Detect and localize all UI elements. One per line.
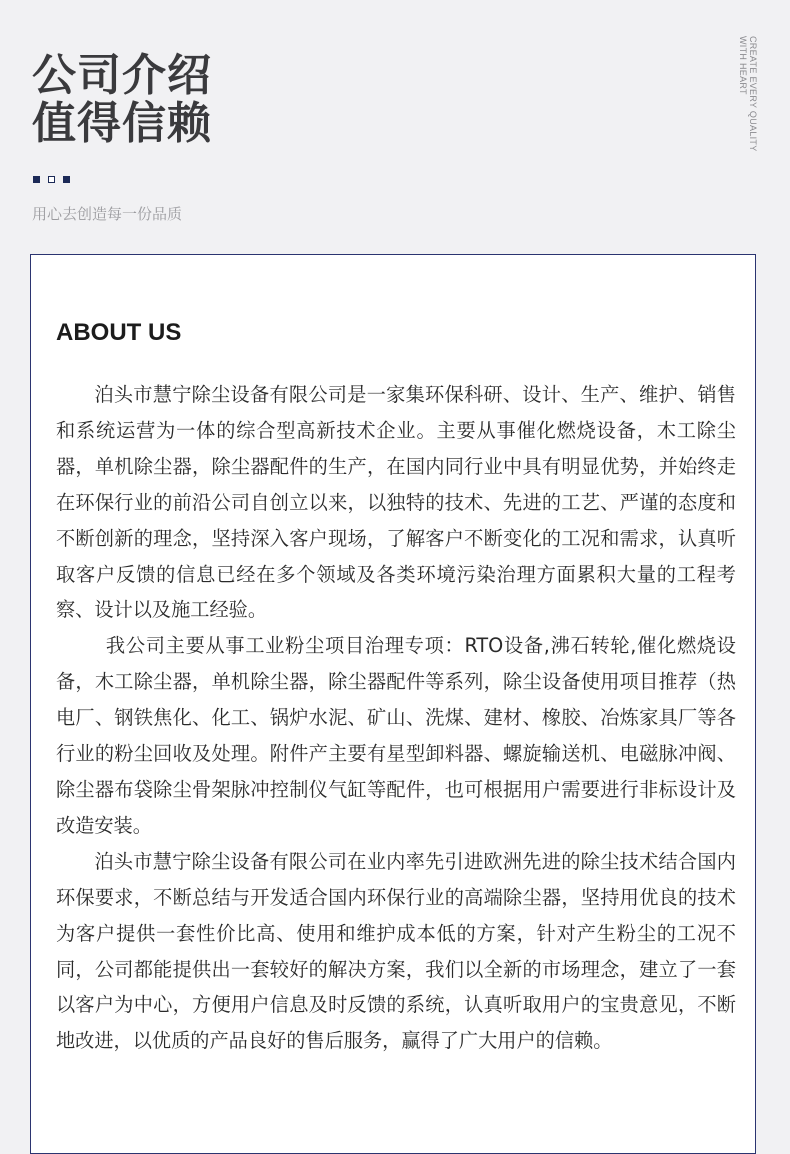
- about-card: [30, 254, 756, 1154]
- hollow-dot-icon: [48, 176, 55, 183]
- vertical-slogan-line-2: WITH HEART: [738, 36, 748, 95]
- page-title: [32, 52, 212, 148]
- title-line-1: 公司介绍: [32, 50, 212, 101]
- dot-icon: [63, 176, 70, 183]
- about-body: [56, 377, 736, 1059]
- page-subtitle: 用心去创造每一份品质: [32, 205, 183, 223]
- about-heading: ABOUT US: [56, 319, 182, 346]
- about-paragraph-2: 我公司主要从事工业粉尘项目治理专项：RTO设备,沸石转轮,催化燃烧设备，木工除尘器，单机除尘器，除尘器配件等系列，除尘设备使用项目推荐（热电厂、钢铁焦化、化工、锅炉水泥、矿山、洗煤、建材、橡胶、冶炼家具厂等各行业的粉尘回收及处理。附件产主要有星型卸料器、螺旋输送机、电磁脉冲阀、除尘器布袋除尘骨架脉冲控制仪气缸等配件，也可根据用户需要进行非标设计及改造安装。: [56, 634, 736, 837]
- about-paragraph-3: 泊头市慧宁除尘设备有限公司在业内率先引进欧洲先进的除尘技术结合国内环保要求，不断总结与开发适合国内环保行业的高端除尘器，坚持用优良的技术为客户提供一套性价比高、使用和维护成本低的方案，针对产生粉尘的工况不同，公司都能提供出一套较好的解决方案，我们以全新的市场理念，建立了一套以客户为中心，方便用户信息及时反馈的系统，认真听取用户的宝贵意见，不断地改进，以优质的产品良好的售后服务，赢得了广大用户的信赖。: [56, 849, 736, 1053]
- vertical-slogan: [738, 36, 758, 152]
- title-line-2: 值得信赖: [32, 98, 212, 149]
- about-paragraph-1: 泊头市慧宁除尘设备有限公司是一家集环保科研、设计、生产、维护、销售和系统运营为一体的综合型高新技术企业。主要从事催化燃烧设备，木工除尘器，单机除尘器，除尘器配件的生产，在国内同行业中具有明显优势，并始终走在环保行业的前沿公司自创立以来，以独特的技术、先进的工艺、严谨的态度和不断创新的理念，坚持深入客户现场，了解客户不断变化的工况和需求，认真听取客户反馈的信息已经在多个领域及各类环境污染治理方面累积大量的工程考察、设计以及施工经验。: [56, 383, 736, 622]
- vertical-slogan-line-1: CREATE EVERY QUALITY: [748, 36, 758, 152]
- decorative-dots: [33, 176, 70, 183]
- dot-icon: [33, 176, 40, 183]
